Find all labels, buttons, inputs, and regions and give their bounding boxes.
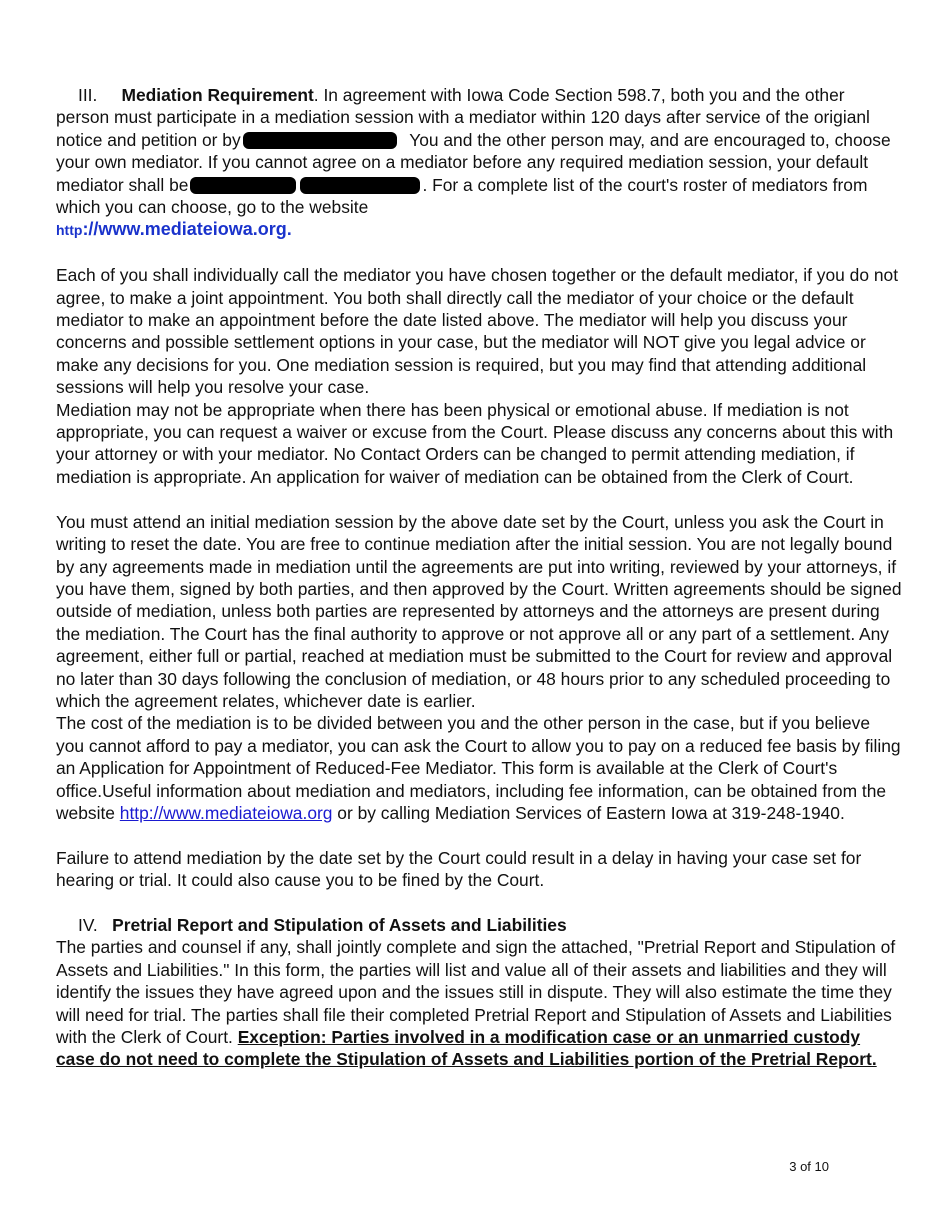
section-3-intro <box>56 84 902 242</box>
section-3-paragraph-2: Mediation may not be appropriate when there has been physical or emotional abuse. If mediation is not appropriate, you can request a waiver or excuse from the Court. Please discuss any concerns about this with your attorney or with your mediator. No Contact Orders can be changed to permit attending mediation, if mediation is appropriate. An application for waiver of mediation can be obtained from the Clerk of Court. <box>56 399 894 487</box>
mediateiowa-website-link[interactable]: http://www.mediateiowa.org <box>119 802 333 823</box>
section-4-heading <box>56 914 902 936</box>
section-4-title: Pretrial Report and Stipulation of Assets and Liabilities <box>112 914 567 935</box>
redacted-date <box>243 132 397 149</box>
section-4-paragraph-1: The parties and counsel if any, shall jointly complete and sign the attached, "Pretrial Report and Stipulation of Assets and Liabilities." In this form, the parties will list and value all of their assets and liabilities and they will identify the issues they have agreed upon and the issues still in dispute. They will also estimate the time they will need for trial. The parties shall file their completed Pretrial Report and Stipulation of Assets and Liabilities with the Clerk of Court. Exception: Parties involved in a modification case or an unmarried custody case do not need to complete the Stipulation of Assets and Liabilities portion of the Pretrial Report. <box>56 937 896 1070</box>
section-3-paragraph-4: The cost of the mediation is to be divided between you and the other person in the case, but if you believe you cannot afford to pay a mediator, you can ask the Court to allow you to pay on a reduced fee basis by filing an Application for Appointment of Reduced-Fee Mediator. This form is available at the Clerk of Court's office.Useful information about mediation and mediators, including fee information, can be obtained from the website http://www.mediateiowa.org or by calling Mediation Services of Eastern Iowa at 319-248-1940. <box>56 713 901 823</box>
section-3-text-b: You and the other person may, and are encouraged to, choose your own mediator. If you cannot agree on a mediator before any required mediation session, your default mediator shall be <box>56 129 891 195</box>
section-3-text-a: . In agreement with Iowa Code Section 598.7, both you and the other person must participate in a mediation session with a mediator within 120 days after service of the origianl notice and petition or by <box>56 85 870 150</box>
section-3-paragraph-5: Failure to attend mediation by the date set by the Court could result in a delay in having your case set for hearing or trial. It could also cause you to be fined by the Court. <box>56 847 862 891</box>
link-period: . <box>286 219 292 240</box>
section-3-paragraph-3: You must attend an initial mediation session by the above date set by the Court, unless you ask the Court in writing to reset the date. You are free to continue mediation after the initial session. You are not legally bound by any agreements made in mediation until the agreements are put into writing, reviewed by your attorneys, if you have them, signed by both parties, and then approved by the Court. Written agreements should be signed outside of mediation, unless both parties are represented by attorneys and the attorneys are present during the mediation. The Court has the final authority to approve or not approve all or any part of a settlement. Any agreement, either full or partial, reached at mediation must be submitted to the Court for review and approval no later than 30 days following the conclusion of mediation, or 48 hours prior to any scheduled proceeding to which the agreement relates, whichever date is earlier. <box>56 511 902 711</box>
section-3-title: Mediation Requirement <box>121 85 314 105</box>
section-3-text-c: . For a complete list of the court's roster of mediators from which you can choose, go to the website <box>56 174 868 218</box>
section-3-paragraph-1: Each of you shall individually call the mediator you have chosen together or the default mediator, if you do not agree, to make a joint appointment. You both shall directly call the mediator of your choice or the default mediator to make an appointment before the date listed above. The mediator will help you discuss your concerns and possible settlement options in your case, but the mediator will NOT give you legal advice or make any decisions for you. One mediation session is required, but you may find that attending additional sessions will help you resolve your case. <box>56 265 899 398</box>
page-number: 3 of 10 <box>789 1159 829 1174</box>
mediateiowa-link[interactable]: http://www.mediateiowa.org <box>56 219 287 240</box>
section-4-number: IV. <box>78 914 98 935</box>
section-4-exception: Exception: Parties involved in a modification case or an unmarried custody case do not need to complete the Stipulation of Assets and Liabilities portion of the Pretrial Report. <box>56 1027 877 1070</box>
section-3-number: III. <box>78 85 98 105</box>
redacted-mediator-name <box>190 177 296 194</box>
document-page <box>56 84 902 1071</box>
redacted-mediator-phone <box>300 177 420 194</box>
